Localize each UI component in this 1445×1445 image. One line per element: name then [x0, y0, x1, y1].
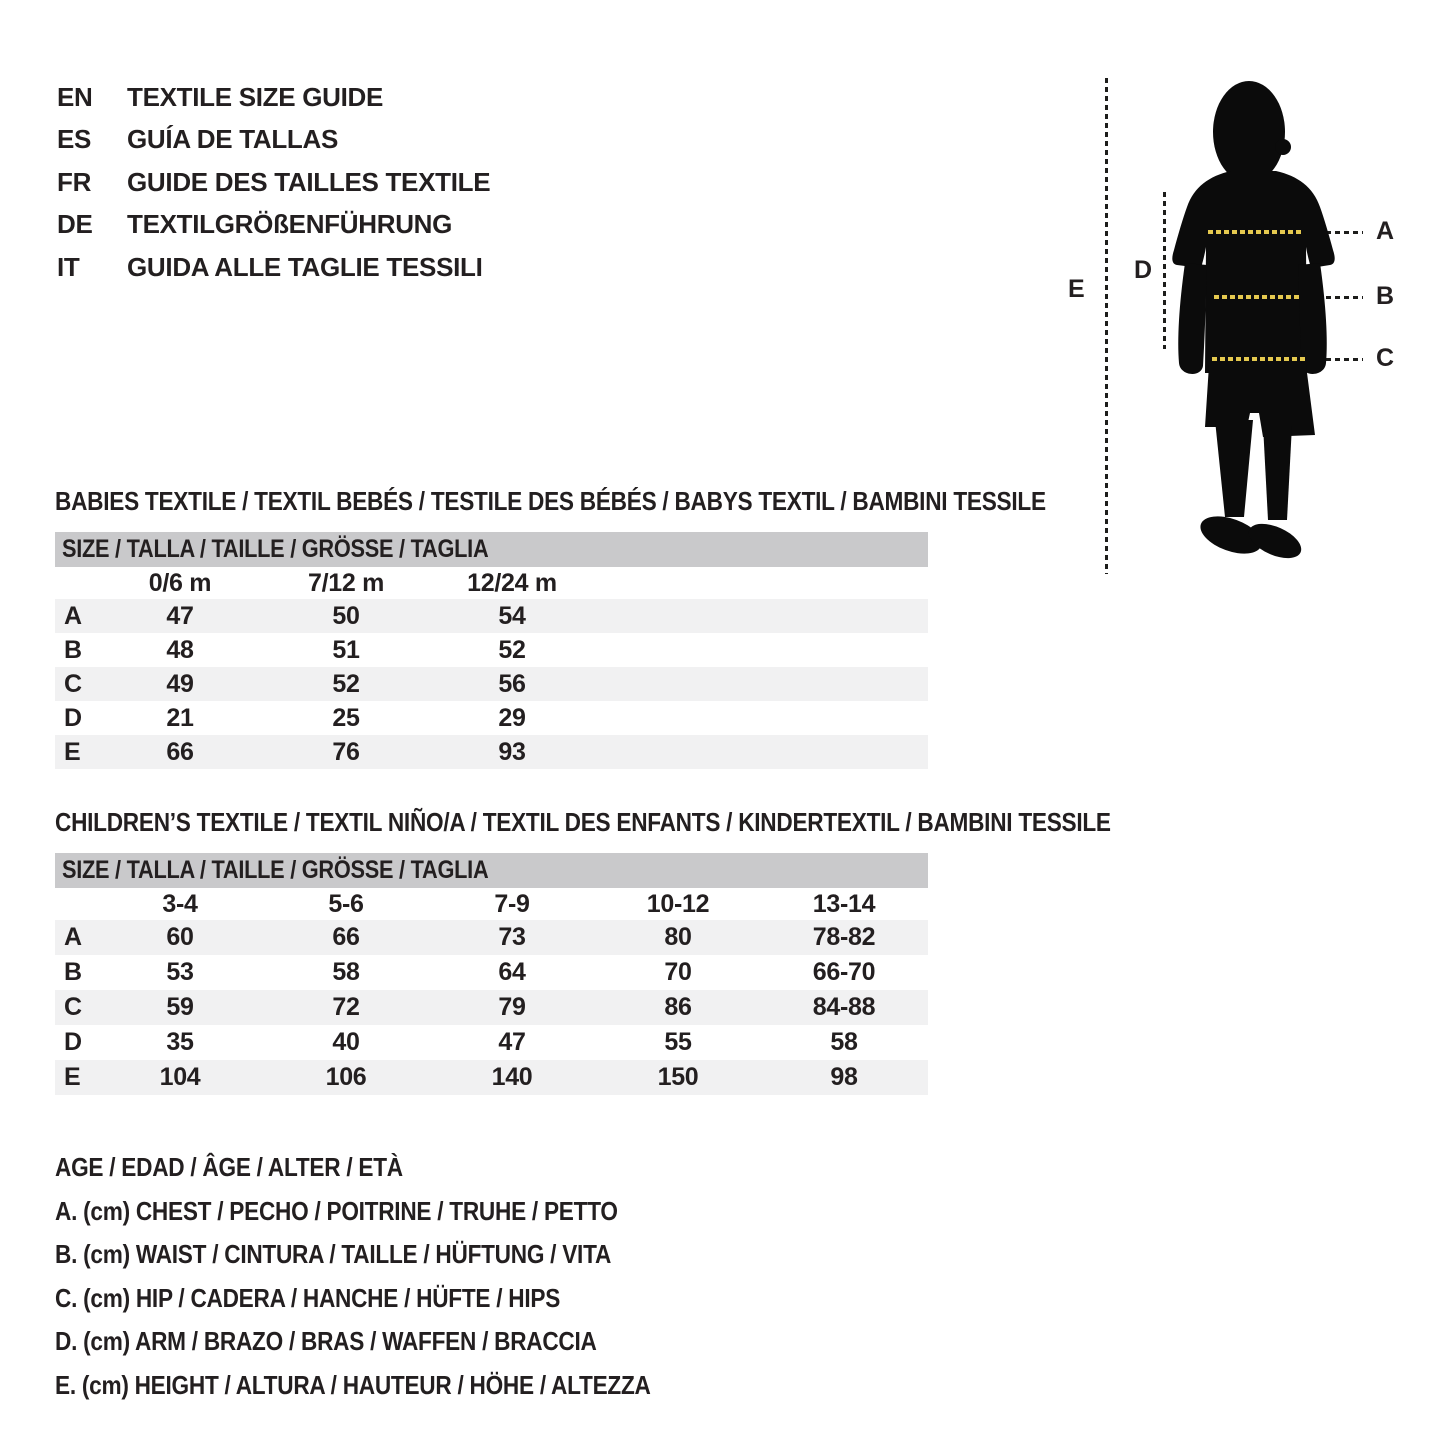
measurement-value: 66	[166, 737, 194, 766]
measurement-value: 86	[664, 993, 692, 1021]
legend-text: A. (cm) CHEST / PECHO / POITRINE / TRUHE / PETTO	[55, 1195, 618, 1226]
measurement-value: 53	[166, 958, 194, 986]
measurement-value: 66-70	[812, 958, 876, 986]
measurement-row-c	[55, 667, 928, 701]
measurement-value: 98	[830, 1063, 858, 1091]
child-silhouette-image	[1165, 75, 1340, 575]
measurement-row-b	[55, 955, 928, 990]
legend-line	[55, 1190, 740, 1234]
measurement-value: 52	[498, 635, 526, 664]
measurement-value: 21	[166, 703, 194, 732]
figure-label-c: C	[1376, 344, 1395, 372]
measurement-value: 78-82	[812, 923, 876, 951]
language-guide-title: GUÍA DE TALLAS	[127, 124, 339, 155]
measurement-value: 47	[166, 601, 194, 630]
size-column-header: 5-6	[328, 889, 364, 918]
legend-line	[55, 1233, 740, 1277]
measurement-value: 93	[498, 737, 526, 766]
measurement-value: 54	[498, 601, 526, 630]
size-column-header-row	[55, 567, 928, 599]
legend-line	[55, 1146, 740, 1190]
children-section-title: CHILDREN’S TEXTILE / TEXTIL NIÑO/A / TEXTIL DES ENFANTS / KINDERTEXTIL / BAMBINI TESSILE	[55, 807, 1111, 837]
measurement-value: 60	[166, 923, 194, 951]
language-code: FR	[57, 166, 92, 197]
language-code: DE	[57, 209, 93, 240]
measurement-value: 140	[491, 1063, 533, 1091]
measurement-row-e	[55, 735, 928, 769]
babies-size-table	[55, 532, 928, 769]
measurement-value: 66	[332, 923, 360, 951]
size-column-header: 0/6 m	[148, 568, 212, 597]
size-column-header: 10-12	[646, 889, 710, 918]
row-label: E	[64, 1063, 81, 1091]
measurement-value: 25	[332, 703, 360, 732]
hip-measure-line-c	[1212, 357, 1305, 361]
measurement-value: 59	[166, 993, 194, 1021]
language-guide-title: TEXTILGRÖßENFÜHRUNG	[127, 209, 453, 240]
measurement-value: 79	[498, 993, 526, 1021]
measurement-row-b	[55, 633, 928, 667]
size-column-header: 7/12 m	[307, 568, 385, 597]
figure-label-d: D	[1134, 256, 1153, 284]
row-label: A	[64, 601, 82, 630]
measurement-value: 76	[332, 737, 360, 766]
measurement-value: 49	[166, 669, 194, 698]
row-label: C	[64, 993, 82, 1021]
measurement-value: 47	[498, 1028, 526, 1056]
row-label: B	[64, 958, 82, 986]
measurement-value: 51	[332, 635, 360, 664]
babies-section-title: BABIES TEXTILE / TEXTIL BEBÉS / TESTILE DES BÉBÉS / BABYS TEXTIL / BAMBINI TESSILE	[55, 486, 1046, 516]
chest-measure-line-a	[1208, 230, 1304, 234]
legend-line	[55, 1320, 740, 1364]
measurement-value: 70	[664, 958, 692, 986]
measurement-row-a	[55, 920, 928, 955]
legend-line	[55, 1277, 740, 1321]
measurement-value: 52	[332, 669, 360, 698]
size-column-header: 12/24 m	[467, 568, 557, 597]
legend-line	[55, 1364, 740, 1408]
measurement-row-d	[55, 1025, 928, 1060]
measurement-value: 50	[332, 601, 360, 630]
measurement-value: 150	[657, 1063, 699, 1091]
language-guide-title: GUIDA ALLE TAGLIE TESSILI	[127, 251, 483, 282]
measurement-value: 104	[159, 1063, 201, 1091]
language-guide-title: TEXTILE SIZE GUIDE	[127, 81, 384, 112]
language-code: IT	[57, 251, 80, 282]
measurement-value: 64	[498, 958, 526, 986]
size-column-header: 3-4	[162, 889, 198, 918]
measurement-value: 84-88	[812, 993, 876, 1021]
size-column-header-row	[55, 888, 928, 920]
language-code: ES	[57, 124, 92, 155]
measurement-row-a	[55, 599, 928, 633]
language-code: EN	[57, 81, 93, 112]
legend-text: C. (cm) HIP / CADERA / HANCHE / HÜFTE / HIPS	[55, 1282, 561, 1313]
language-guide-title: GUIDE DES TAILLES TEXTILE	[127, 166, 491, 197]
measurement-value: 58	[332, 958, 360, 986]
height-measure-line-e	[1105, 78, 1108, 574]
measurement-value: 55	[664, 1028, 692, 1056]
row-label: C	[64, 669, 82, 698]
measurement-value: 73	[498, 923, 526, 951]
legend-text: D. (cm) ARM / BRAZO / BRAS / WAFFEN / BRACCIA	[55, 1326, 597, 1357]
measurement-value: 80	[664, 923, 692, 951]
measurement-value: 48	[166, 635, 194, 664]
measurement-value: 56	[498, 669, 526, 698]
legend-text: AGE / EDAD / ÂGE / ALTER / ETÀ	[55, 1152, 403, 1183]
figure-label-b: B	[1376, 282, 1395, 310]
row-label: E	[64, 737, 81, 766]
row-label: B	[64, 635, 82, 664]
measurement-value: 40	[332, 1028, 360, 1056]
measurement-figure	[0, 0, 1445, 620]
legend-text: B. (cm) WAIST / CINTURA / TAILLE / HÜFTUNG / VITA	[55, 1239, 612, 1270]
waist-measure-line-b	[1214, 295, 1299, 299]
measurement-row-c	[55, 990, 928, 1025]
measurement-value: 106	[325, 1063, 367, 1091]
legend-text: E. (cm) HEIGHT / ALTURA / HAUTEUR / HÖHE / ALTEZZA	[55, 1369, 651, 1400]
row-label: A	[64, 923, 82, 951]
measurement-row-e	[55, 1060, 928, 1095]
figure-label-e: E	[1068, 275, 1085, 303]
measurement-value: 72	[332, 993, 360, 1021]
measurement-legend	[55, 1146, 740, 1407]
measurement-value: 29	[498, 703, 526, 732]
children-size-header-bar: SIZE / TALLA / TAILLE / GRÖSSE / TAGLIA	[55, 853, 928, 888]
measurement-row-d	[55, 701, 928, 735]
babies-size-header-bar: SIZE / TALLA / TAILLE / GRÖSSE / TAGLIA	[55, 532, 928, 567]
measurement-value: 58	[830, 1028, 858, 1056]
size-column-header: 7-9	[494, 889, 530, 918]
children-size-table	[55, 853, 928, 1095]
figure-label-a: A	[1376, 217, 1395, 245]
size-column-header: 13-14	[812, 889, 876, 918]
measurement-value: 35	[166, 1028, 194, 1056]
row-label: D	[64, 1028, 82, 1056]
row-label: D	[64, 703, 82, 732]
